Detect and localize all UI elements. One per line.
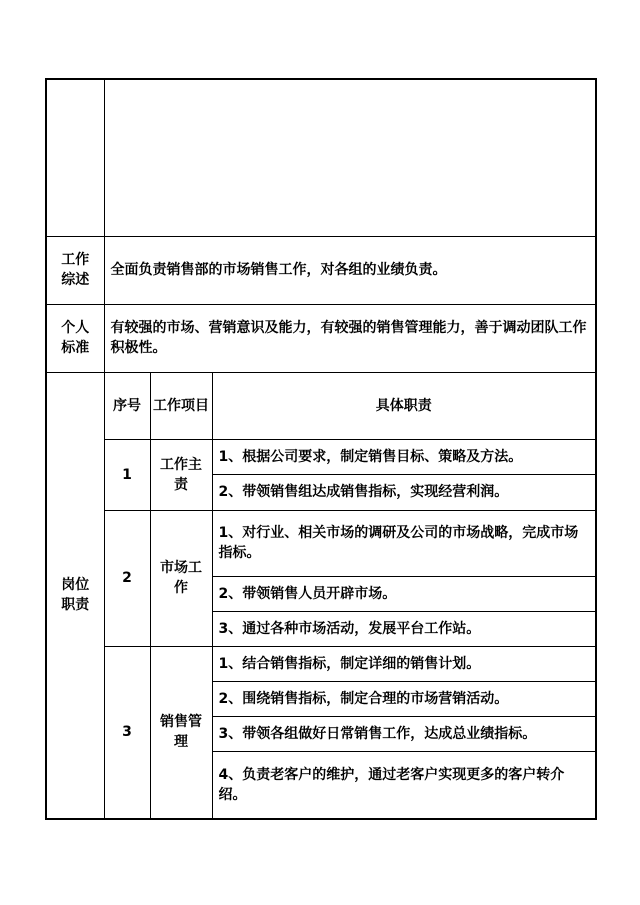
duty-item: 2、带领销售组达成销售指标，实现经营利润。 (212, 474, 596, 510)
blank-row (46, 79, 596, 236)
duty-item: 3、通过各种市场活动，发展平台工作站。 (212, 611, 596, 646)
table-row (46, 510, 596, 576)
duty-item: 1、对行业、相关市场的调研及公司的市场战略，完成市场指标。 (212, 510, 596, 576)
duty-item: 2、带领销售人员开辟市场。 (212, 576, 596, 611)
job-description-table (45, 78, 597, 820)
duties-label: 岗位 职责 (46, 372, 104, 819)
group-item: 工作主责 (150, 439, 212, 510)
group-item: 销售管理 (150, 646, 212, 819)
group-seq: 2 (104, 510, 150, 646)
duty-item: 4、负责老客户的维护，通过老客户实现更多的客户转介绍。 (212, 751, 596, 819)
seq-header: 序号 (104, 372, 150, 439)
standard-label: 个人 标准 (46, 304, 104, 372)
table-row (46, 646, 596, 681)
summary-text: 全面负责销售部的市场销售工作，对各组的业绩负责。 (104, 236, 596, 304)
table-row (46, 439, 596, 474)
standard-row (46, 304, 596, 372)
summary-label: 工作 综述 (46, 236, 104, 304)
duty-header: 具体职责 (212, 372, 596, 439)
standard-text: 有较强的市场、营销意识及能力，有较强的销售管理能力，善于调动团队工作积极性。 (104, 304, 596, 372)
duties-header-row (46, 372, 596, 439)
group-seq: 1 (104, 439, 150, 510)
blank-content-cell (104, 79, 596, 236)
duty-item: 3、带领各组做好日常销售工作，达成总业绩指标。 (212, 716, 596, 751)
summary-row (46, 236, 596, 304)
duty-item: 2、围绕销售指标，制定合理的市场营销活动。 (212, 681, 596, 716)
item-header: 工作项目 (150, 372, 212, 439)
duty-item: 1、结合销售指标，制定详细的销售计划。 (212, 646, 596, 681)
group-item: 市场工作 (150, 510, 212, 646)
duty-item: 1、根据公司要求，制定销售目标、策略及方法。 (212, 439, 596, 474)
group-seq: 3 (104, 646, 150, 819)
blank-label-cell (46, 79, 104, 236)
